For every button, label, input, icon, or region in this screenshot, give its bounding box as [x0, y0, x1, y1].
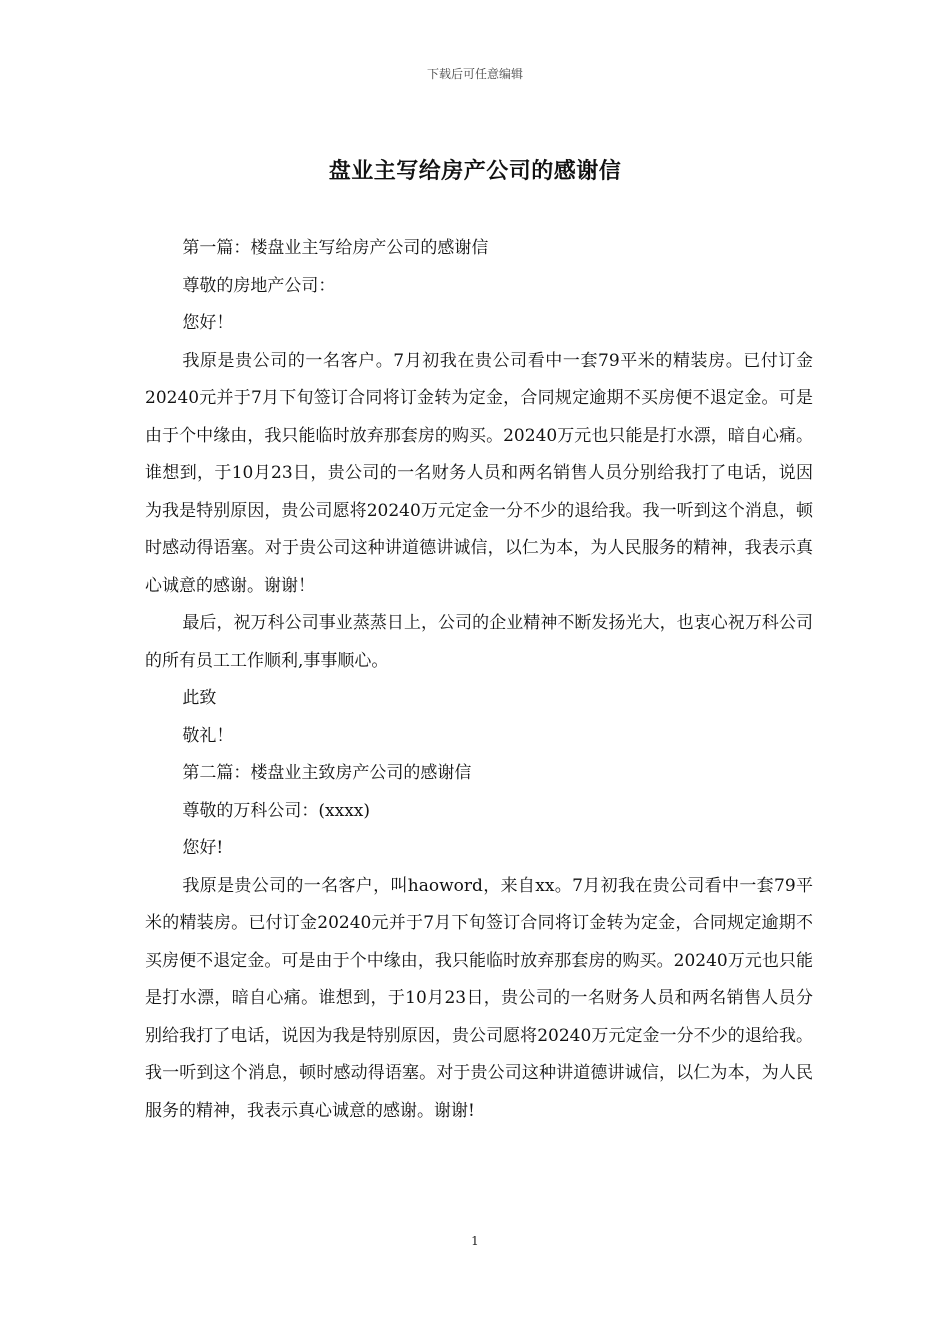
section-heading-1: 第一篇：楼盘业主写给房产公司的感谢信 [182, 238, 489, 258]
regards: 敬礼！ [182, 725, 234, 746]
page-header-note: 下载后可任意编辑 [426, 67, 523, 81]
greeting-1: 您好！ [182, 313, 234, 333]
body-paragraph-2: 我原是贵公司的一名客户，叫haoword，来自xx。7月初我在贵公司看中一套79平米的精装房。已付订金20240元并于7月下旬签订合同将订金转为定金，合同规定逾期不买房便不退定金。可是由于个中缘由，我只能临时放弃那套房的购买。20240万元也只能是打水漂，暗自心痛。谁想到，于10月23日，贵公司的一名财务人员和两名销售人员分别给我打了电话，说因为我是特别原因，贵公司愿将20240万元定金一分不少的退给我。我一听到这个消息，顿时感动得语塞。对于贵公司这种讲道德讲诚信，以仁为本，为人民服务的精神，我表示真心诚意的感谢。谢谢! [145, 875, 813, 1121]
body-paragraph-1: 我原是贵公司的一名客户。7月初我在贵公司看中一套79平米的精装房。已付订金20240元并于7月下旬签订合同将订金转为定金，合同规定逾期不买房便不退定金。可是由于个中缘由，我只能临时放弃那套房的购买。20240万元也只能是打水漂，暗自心痛。谁想到，于10月23日，贵公司的一名财务人员和两名销售人员分别给我打了电话，说因为我是特别原因，贵公司愿将20240万元定金一分不少的退给我。我一听到这个消息，顿时感动得语塞。对于贵公司这种讲道德讲诚信，以仁为本，为人民服务的精神，我表示真心诚意的感谢。谢谢！ [145, 350, 813, 596]
closing-line: 此致 [182, 688, 217, 708]
document-body [145, 230, 813, 1130]
page-number: 1 [471, 1234, 479, 1248]
greeting-2: 您好! [182, 838, 224, 858]
section-heading-2: 第二篇：楼盘业主致房产公司的感谢信 [182, 763, 472, 783]
document-title: 盘业主写给房产公司的感谢信 [328, 158, 622, 184]
salutation-1: 尊敬的房地产公司： [182, 275, 336, 296]
salutation-2: 尊敬的万科公司：(xxxx) [182, 800, 371, 821]
closing-wishes: 最后，祝万科公司事业蒸蒸日上，公司的企业精神不断发扬光大，也衷心祝万科公司的所有员工工作顺利,事事顺心。 [145, 613, 813, 671]
